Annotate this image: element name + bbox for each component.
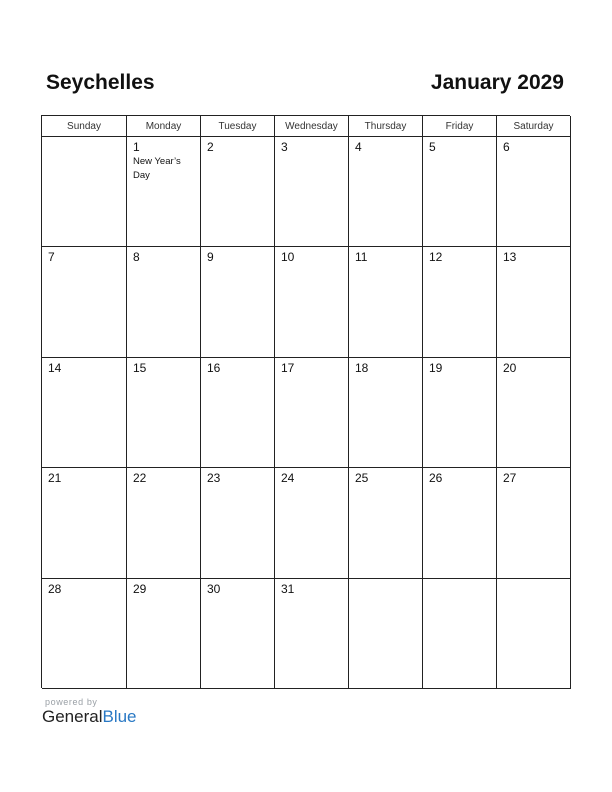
day-number: 14 xyxy=(48,360,62,375)
day-number: 16 xyxy=(207,360,221,375)
weekday-sunday: Sunday xyxy=(42,116,127,137)
weekday-friday: Friday xyxy=(423,116,497,137)
day-number: 13 xyxy=(503,250,517,265)
day-cell xyxy=(349,137,423,247)
day-cell xyxy=(201,247,275,357)
day-cell xyxy=(42,247,127,357)
day-number: 31 xyxy=(281,581,295,596)
day-cell xyxy=(275,579,349,689)
day-number: 11 xyxy=(355,250,368,265)
day-number: 22 xyxy=(133,471,147,486)
day-cell xyxy=(201,579,275,689)
day-number: 3 xyxy=(281,140,288,154)
day-cell xyxy=(127,468,201,578)
day-cell xyxy=(127,137,201,247)
day-cell xyxy=(42,579,127,689)
day-number: 5 xyxy=(429,140,436,154)
calendar-grid xyxy=(41,115,570,688)
day-cell xyxy=(497,579,571,689)
day-cell xyxy=(275,247,349,357)
weekday-thursday: Thursday xyxy=(349,116,423,137)
day-cell xyxy=(497,358,571,468)
day-cell xyxy=(349,358,423,468)
day-number: 6 xyxy=(503,140,510,154)
day-number: 20 xyxy=(503,360,517,375)
day-number: 26 xyxy=(429,471,443,486)
day-number: 12 xyxy=(429,250,443,265)
day-cell xyxy=(349,468,423,578)
day-cell xyxy=(423,137,497,247)
powered-by-label: powered by xyxy=(45,697,98,707)
brand-name-part1: General xyxy=(42,707,103,726)
day-number: 28 xyxy=(48,581,62,596)
day-number: 8 xyxy=(133,250,140,265)
day-number: 23 xyxy=(207,471,221,486)
day-cell xyxy=(201,358,275,468)
weekday-saturday: Saturday xyxy=(497,116,571,137)
day-number: 24 xyxy=(281,471,295,486)
holiday-label: New Year’s Day xyxy=(133,156,181,181)
day-number: 27 xyxy=(503,471,517,486)
country-title: Seychelles xyxy=(46,71,155,94)
day-cell xyxy=(127,579,201,689)
day-number: 17 xyxy=(281,360,295,375)
weekday-tuesday: Tuesday xyxy=(201,116,275,137)
day-cell xyxy=(497,468,571,578)
day-cell xyxy=(127,358,201,468)
day-number: 29 xyxy=(133,581,147,596)
day-cell xyxy=(497,137,571,247)
day-number: 25 xyxy=(355,471,369,486)
day-number: 30 xyxy=(207,581,221,596)
day-number: 2 xyxy=(207,140,214,154)
day-number: 9 xyxy=(207,250,214,265)
day-number: 19 xyxy=(429,360,443,375)
day-cell xyxy=(275,358,349,468)
day-number: 15 xyxy=(133,360,147,375)
day-number: 7 xyxy=(48,250,55,265)
generalblue-logo[interactable] xyxy=(42,707,137,727)
day-cell xyxy=(42,468,127,578)
day-number: 4 xyxy=(355,140,362,154)
day-cell xyxy=(201,137,275,247)
day-cell xyxy=(423,358,497,468)
day-cell xyxy=(497,247,571,357)
day-cell xyxy=(42,137,127,247)
day-cell xyxy=(127,247,201,357)
day-cell xyxy=(275,468,349,578)
day-cell xyxy=(349,579,423,689)
month-year-title: January 2029 xyxy=(430,71,564,94)
weekday-monday: Monday xyxy=(127,116,201,137)
day-cell xyxy=(423,579,497,689)
day-cell xyxy=(423,468,497,578)
day-number: 1 xyxy=(133,140,140,154)
day-number: 10 xyxy=(281,250,295,265)
day-number: 21 xyxy=(48,471,62,486)
day-cell xyxy=(349,247,423,357)
brand-name-part2: Blue xyxy=(102,707,137,726)
day-cell xyxy=(42,358,127,468)
weekday-wednesday: Wednesday xyxy=(275,116,349,137)
day-cell xyxy=(275,137,349,247)
day-cell xyxy=(201,468,275,578)
day-number: 18 xyxy=(355,360,369,375)
day-cell xyxy=(423,247,497,357)
